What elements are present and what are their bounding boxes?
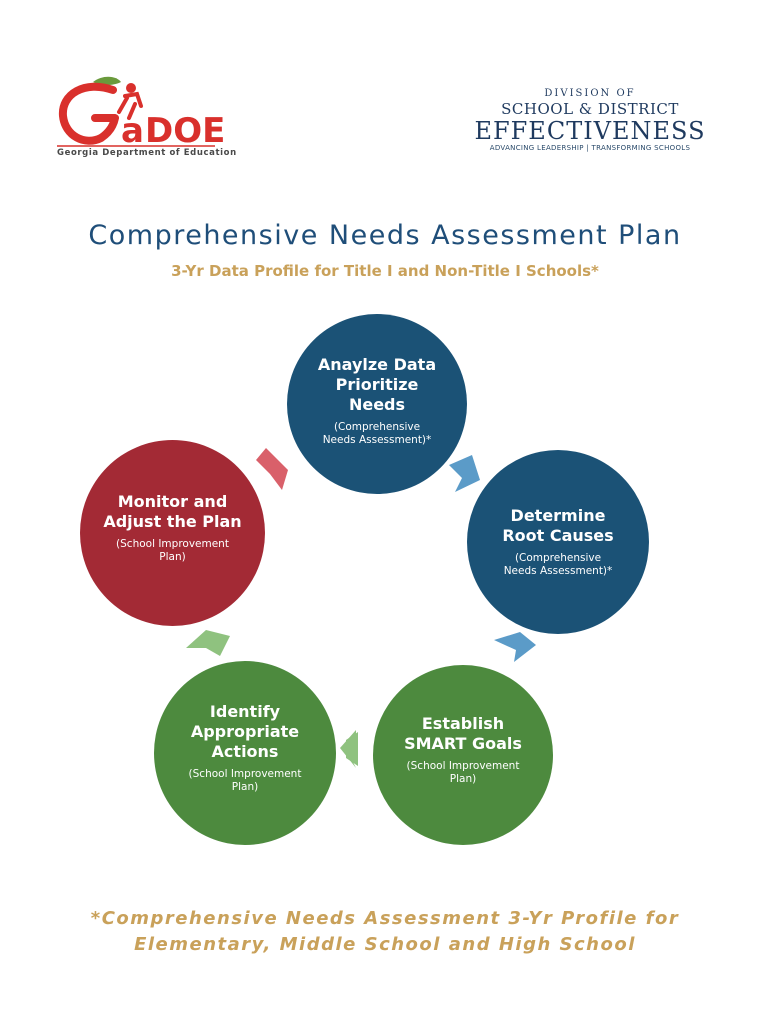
step-smart-goals-title: Establish SMART Goals: [404, 714, 522, 753]
footnote: *Comprehensive Needs Assessment 3-Yr Profile for Elementary, Middle School and High School: [90, 908, 680, 955]
step-identify-actions: [154, 661, 336, 845]
svg-text:a: a: [121, 111, 144, 150]
sde-logo-tagline: ADVANCING LEADERSHIP | TRANSFORMING SCHOOLS: [489, 144, 691, 152]
step-root-causes-title: Determine Root Causes: [502, 506, 614, 545]
cycle-arrow-3-to-4-body: [346, 732, 358, 766]
step-smart-goals-note: (School Improvement Plan): [406, 760, 520, 785]
step-identify-actions-note: (School Improvement Plan): [188, 768, 302, 793]
step-analyze-data-note: (Comprehensive Needs Assessment)*: [322, 421, 432, 446]
step-analyze-data-title: Anaylze Data Prioritize Needs: [317, 355, 437, 414]
step-root-causes-note: (Comprehensive Needs Assessment)*: [503, 552, 613, 577]
cycle-arrow-4-to-5: [186, 630, 230, 656]
sde-logo-school-district: SCHOOL & DISTRICT: [501, 100, 679, 118]
sde-logo-effectiveness: EFFECTIVENESS: [474, 117, 706, 145]
cycle-arrow-1-to-2: [449, 455, 480, 492]
step-analyze-data: [287, 314, 467, 494]
step-smart-goals: [373, 665, 553, 845]
page-subtitle: 3-Yr Data Profile for Title I and Non-Title I Schools*: [171, 262, 599, 280]
gadoe-caption: Georgia Department of Education: [57, 148, 237, 158]
cycle-arrow-2-to-3: [494, 632, 536, 662]
step-monitor-adjust-title: Monitor and Adjust the Plan: [103, 492, 242, 531]
step-monitor-adjust-note: (School Improvement Plan): [116, 538, 229, 563]
step-identify-actions-title: Identify Appropriate Actions: [190, 702, 300, 761]
step-monitor-adjust: [80, 440, 265, 626]
cycle-arrow-5-to-1: [256, 448, 288, 490]
page-title: Comprehensive Needs Assessment Plan: [88, 220, 682, 251]
step-root-causes: [467, 450, 649, 634]
sde-logo-division: DIVISION OF: [544, 88, 636, 99]
svg-text:DOE: DOE: [145, 111, 225, 150]
